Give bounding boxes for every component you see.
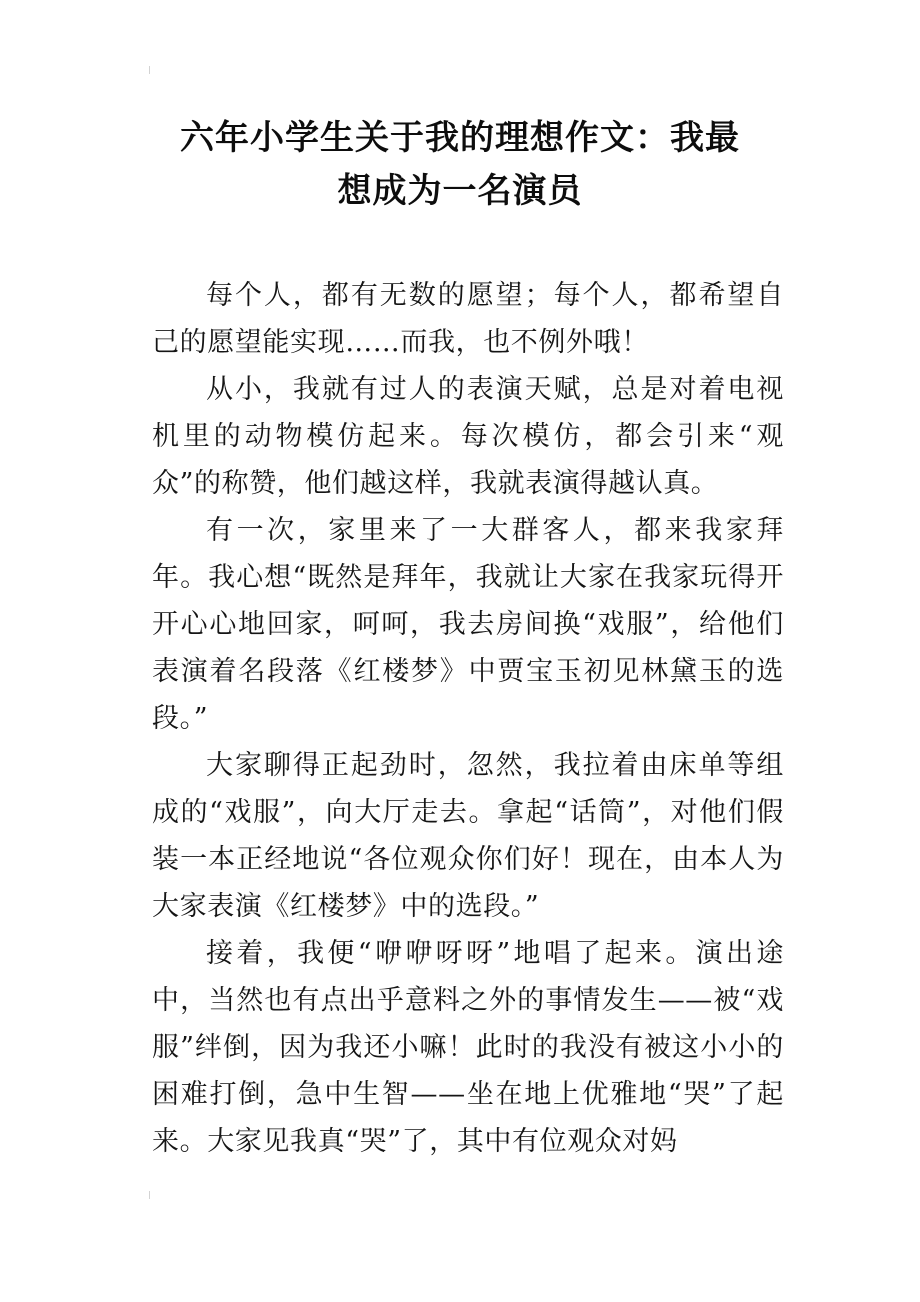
scan-mark-bottom bbox=[149, 1191, 154, 1199]
title-line-2: 想成为一名演员 bbox=[337, 171, 583, 211]
paragraph-1: 每个人，都有无数的愿望；每个人，都希望自己的愿望能实现……而我，也不例外哦！ bbox=[152, 280, 784, 358]
paragraph-2: 从小，我就有过人的表演天赋，总是对着电视机里的动物模仿起来。每次模仿，都会引来“观众”的称赞，他们越这样，我就表演得越认真。 bbox=[152, 374, 784, 499]
scan-mark-top bbox=[149, 66, 154, 74]
essay-body bbox=[152, 272, 784, 1165]
title-line-1: 六年小学生关于我的理想作文：我最 bbox=[180, 118, 740, 158]
paragraph-4: 大家聊得正起劲时，忽然，我拉着由床单等组成的“戏服”，向大厅走去。拿起“话筒”，对他们假装一本正经地说“各位观众你们好！现在，由本人为大家表演《红楼梦》中的选段。” bbox=[152, 750, 784, 922]
essay-title bbox=[120, 112, 800, 218]
paragraph-5: 接着，我便“咿咿呀呀”地唱了起来。演出途中，当然也有点出乎意料之外的事情发生——被“戏服”绊倒，因为我还小嘛！此时的我没有被这小小的困难打倒，急中生智——坐在地上优雅地“哭”了起来。大家见我真“哭”了，其中有位观众对妈 bbox=[152, 938, 784, 1157]
paragraph-3: 有一次，家里来了一大群客人，都来我家拜年。我心想“既然是拜年，我就让大家在我家玩得开开心心地回家，呵呵，我去房间换“戏服”，给他们表演着名段落《红楼梦》中贾宝玉初见林黛玉的选段。” bbox=[152, 515, 784, 734]
